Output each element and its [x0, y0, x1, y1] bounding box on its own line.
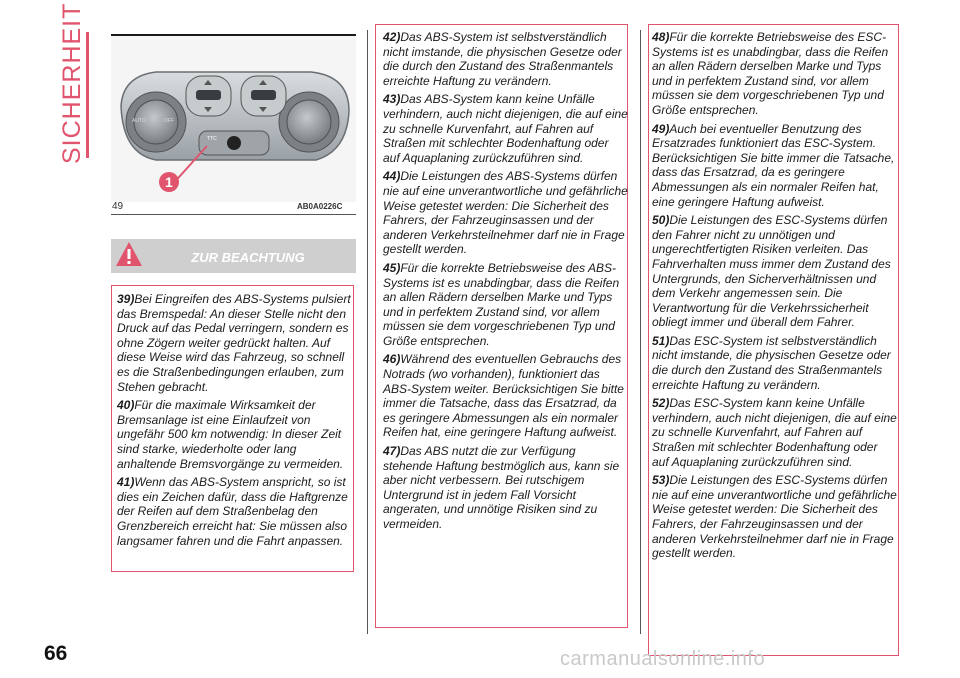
- note-item: 49)Auch bei eventueller Benutzung des Ersatzrades funktioniert das ESC-System. Berücksichtigen Sie bitte immer die Tatsache, dass das Ersatzrad, da es geringere Abmessungen als ein normaler Reifen hat, eine geringere Haftung aufweist.: [652, 121, 895, 209]
- warning-triangle-icon: [115, 241, 143, 269]
- page-number: 66: [44, 642, 68, 665]
- note-item: 44)Die Leistungen des ABS-Systems dürfen nie auf eine unverantwortliche und gefährliche Weise getestet werden: Die Sicherheit des Fahrers, der Fahrzeuginsassen und der anderen Verkehrsteilnehmer darf nie in Frage gestellt werden.: [383, 169, 628, 257]
- ttc-label: TTC: [207, 136, 217, 142]
- off-label: OFF: [164, 118, 174, 124]
- climate-control-illustration: [111, 36, 356, 202]
- section-title: SICHERHEIT: [58, 2, 86, 164]
- text-column-1: [117, 292, 355, 552]
- note-item: 50)Die Leistungen des ESC-Systems dürfen den Fahrer nicht zu unnötigen und ungerechtfertigten Risiken verleiten. Das Fahrverhalten muss immer dem Zustand des Untergrunds, den Sicherverhältnissen und dem Verkehr angemessen sein. Die Verantwortung für die Verkehrssicherheit obliegt immer und überall dem Fahrer.: [652, 213, 891, 330]
- note-item: 46)Während des eventuellen Gebrauchs des Notrads (wo vorhanden), funktioniert das ABS-System weiter. Berücksichtigen Sie bitte immer die Tatsache, dass das Ersatzrad, da es geringere Abmessungen als ein normaler Reifen hat, eine geringere Haftung aufweist.: [383, 352, 624, 440]
- column-divider-right: [640, 30, 641, 634]
- note-item: 51)Das ESC-System ist selbstverständlich nicht imstande, die physischen Gesetze oder die durch den Zustand des Straßenmantels erreichte Haftung zu verändern.: [652, 333, 891, 392]
- note-item: 40)Für die maximale Wirksamkeit der Bremsanlage ist eine Einlaufzeit von ungefähr 500 km notwendig: In dieser Zeit sind starke, wiederholte oder lang anhaltende Bremsvorgänge zu vermeiden.: [117, 398, 344, 471]
- column-divider-left: [367, 30, 368, 634]
- figure-number: 49: [112, 201, 124, 212]
- note-item: 42)Das ABS-System ist selbstverständlich nicht imstande, die physischen Gesetze oder die durch den Zustand des Straßenmantels erreichte Haftung zu verändern.: [383, 30, 622, 88]
- text-column-2: [383, 30, 628, 536]
- note-item: 39)Bei Eingreifen des ABS-Systems pulsiert das Bremspedal: An dieser Stelle nicht den Druck auf das Pedal verringern, sondern es ohne Zögern weiter gedrückt halten. Auf diese Weise wird das Fahrzeug, so schnell es die Straßenbedingungen erlauben, zum Stehen gebracht.: [117, 292, 351, 394]
- watermark: carmanualsonline.info: [560, 648, 766, 670]
- warning-header: [111, 239, 356, 273]
- warning-title: ZUR BEACHTUNG: [191, 250, 305, 265]
- note-item: 53)Die Leistungen des ESC-Systems dürfen nie auf eine unverantwortliche und gefährliche Weise getestet werden: Die Sicherheit des Fahrers, der Fahrzeuginsassen und der anderen Verkehrsteilnehmer darf nie in Frage gestellt werden.: [652, 473, 897, 561]
- auto-label: AUTO: [132, 118, 146, 124]
- section-accent-bar: [86, 32, 89, 158]
- callout-number: 1: [165, 174, 173, 190]
- text-column-3: [652, 30, 897, 565]
- note-item: 47)Das ABS nutzt die zur Verfügung stehende Haftung bestmöglich aus, kann sie aber nicht verbessern. Bei rutschigem Untergrund ist in jedem Fall Vorsicht angeraten, und unnötige Risiken sind zu vermeiden.: [383, 444, 620, 531]
- figure-divider: [111, 214, 356, 215]
- note-item: 41)Wenn das ABS-System anspricht, so ist dies ein Zeichen dafür, dass die Haftgrenze der Reifen auf dem Straßenbelag den Grenzbereich erreicht hat: Sie müssen also langsamer fahren und die Fahrt anpassen.: [117, 475, 348, 548]
- figure-code: AB0A0226C: [297, 202, 343, 211]
- note-item: 43)Das ABS-System kann keine Unfälle verhindern, auch nicht diejenigen, die auf eine zu schnelle Kurvenfahrt, auf Fahren auf Straßen mit schlechter Bodenhaftung oder auf Aquaplaning zurückzuführen sind.: [383, 92, 628, 165]
- note-item: 52)Das ESC-System kann keine Unfälle verhindern, auch nicht diejenigen, die auf eine zu schnelle Kurvenfahrt, auf Fahren auf Straßen mit schlechter Bodenhaftung oder auf Aquaplaning zurückzuführen sind.: [652, 396, 897, 469]
- figure-climate-panel: [111, 34, 356, 202]
- note-item: 48)Für die korrekte Betriebsweise des ESC-Systems ist es unabdingbar, dass die Reifen an allen Rädern derselben Marke und Typs und in perfektem Zustand sind, vor allem müssen sie dem vorgeschriebenen Typ und Größe entsprechen.: [652, 30, 889, 117]
- note-item: 45)Für die korrekte Betriebsweise des ABS-Systems ist es unabdingbar, dass die Reifen an allen Rädern derselben Marke und Typs und in perfektem Zustand sind, vor allem müssen sie dem vorgeschriebenen Typ und Größe entsprechen.: [383, 260, 620, 348]
